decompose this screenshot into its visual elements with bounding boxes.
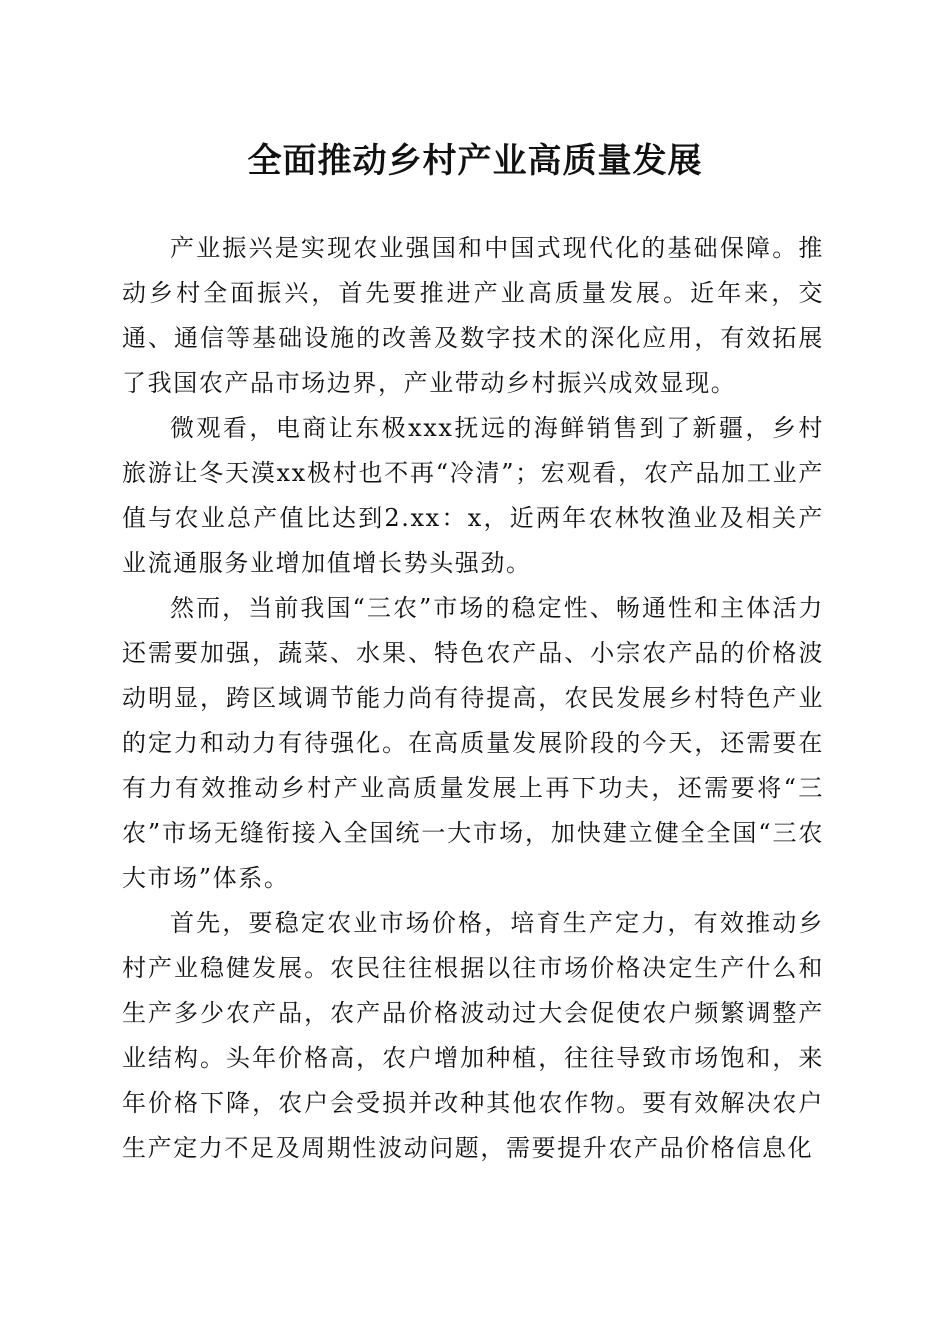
document-title: 全面推动乡村产业高质量发展 xyxy=(247,141,703,181)
paragraph-3: 然而，当前我国“三农”市场的稳定性、畅通性和主体活力还需要加强，蔬菜、水果、特色农产品、小宗农产品的价格波动明显，跨区域调节能力尚有待提高，农民发展乡村特色产业的定力和动力有待强化。在高质量发展阶段的今天，还需要在有力有效推动乡村产业高质量发展上再下功夫，还需要将“三农”市场无缝衔接入全国统一大市场，加快建立健全全国“三农大市场”体系。 xyxy=(122,594,824,892)
paragraph-2: 微观看，电商让东极xxx抚远的海鲜销售到了新疆，乡村旅游让冬天漠xx极村也不再“冷清”；宏观看，农产品加工业产值与农业总产值比达到2.xx：x，近两年农林牧渔业及相关产业流通服务业增加值增长势头强劲。 xyxy=(122,414,824,577)
paragraph-1: 产业振兴是实现农业强国和中国式现代化的基础保障。推动乡村全面振兴，首先要推进产业高质量发展。近年来，交通、通信等基础设施的改善及数字技术的深化应用，有效拓展了我国农产品市场边界，产业带动乡村振兴成效显现。 xyxy=(122,234,824,397)
document-body xyxy=(122,226,824,1171)
paragraph-4: 首先，要稳定农业市场价格，培育生产定力，有效推动乡村产业稳健发展。农民往往根据以往市场价格决定生产什么和生产多少农产品，农产品价格波动过大会促使农户频繁调整产业结构。头年价格高，农户增加种植，往往导致市场饱和，来年价格下降，农户会受损并改种其他农作物。要有效解决农户生产定力不足及周期性波动问题，需要提升农产品价格信息化 xyxy=(122,909,824,1162)
